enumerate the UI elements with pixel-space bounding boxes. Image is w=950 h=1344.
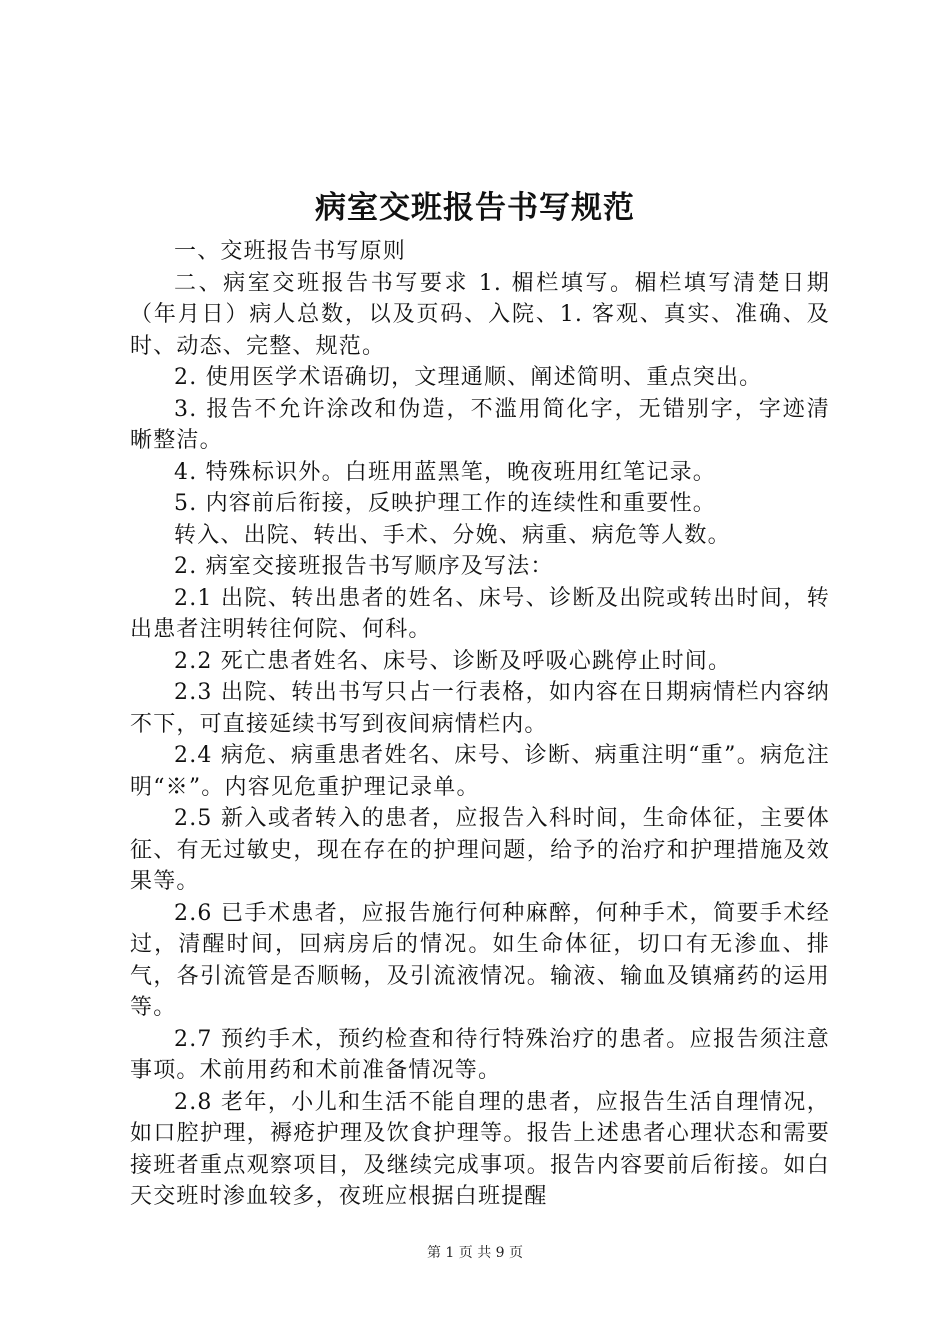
paragraph-2-2: 2.2 死亡患者姓名、床号、诊断及呼吸心跳停止时间。 bbox=[174, 648, 732, 674]
paragraph-2-1: 2.1 出院、转出患者的姓名、床号、诊断及出院或转出时间，转出患者注明转往何院、何科。 bbox=[130, 585, 830, 642]
paragraph-2-7: 2.7 预约手术，预约检查和待行特殊治疗的患者。应报告须注意事项。术前用药和术前准备情况等。 bbox=[130, 1026, 830, 1083]
paragraph-requirements: 二、病室交班报告书写要求 1. 楣栏填写。楣栏填写清楚日期（年月日）病人总数，以及页码、入院、1. 客观、真实、准确、及时、动态、完整、规范。 bbox=[130, 270, 830, 359]
document-body bbox=[130, 236, 830, 1213]
paragraph-counts: 转入、出院、转出、手术、分娩、病重、病危等人数。 bbox=[174, 522, 731, 548]
paragraph-2-6: 2.6 已手术患者，应报告施行何种麻醉，何种手术，简要手术经过，清醒时间，回病房后的情况。如生命体征，切口有无渗血、排气，各引流管是否顺畅，及引流液情况。输液、输血及镇痛药的运用等。 bbox=[130, 900, 830, 1020]
page-number-footer: 第 1 页 共 9 页 bbox=[426, 1245, 524, 1261]
paragraph-no-alteration: 3. 报告不允许涂改和伪造，不滥用简化字，无错别字，字迹清晰整洁。 bbox=[130, 396, 830, 453]
paragraph-continuity: 5. 内容前后衔接，反映护理工作的连续性和重要性。 bbox=[174, 491, 716, 516]
paragraph-terminology: 2. 使用医学术语确切，文理通顺、阐述简明、重点突出。 bbox=[174, 365, 763, 390]
paragraph-2-3: 2.3 出院、转出书写只占一行表格，如内容在日期病情栏内容纳不下，可直接延续书写到夜间病情栏内。 bbox=[130, 680, 830, 737]
paragraph-order-heading: 2. 病室交接班报告书写顺序及写法： bbox=[174, 554, 554, 579]
paragraph-2-4: 2.4 病危、病重患者姓名、床号、诊断、病重注明“重”。病危注明“※”。内容见危重护理记录单。 bbox=[130, 743, 830, 800]
paragraph-pen-colors: 4. 特殊标识外。白班用蓝黑笔，晚夜班用红笔记录。 bbox=[174, 459, 716, 485]
document-title: 病室交班报告书写规范 bbox=[315, 190, 635, 226]
paragraph-2-5: 2.5 新入或者转入的患者，应报告入科时间，生命体征，主要体征、有无过敏史，现在存在的护理问题，给予的治疗和护理措施及效果等。 bbox=[130, 806, 830, 894]
paragraph-principles: 一、交班报告书写原则 bbox=[174, 239, 407, 264]
paragraph-2-8: 2.8 老年，小儿和生活不能自理的患者，应报告生活自理情况，如口腔护理，褥疮护理及饮食护理等。报告上述患者心理状态和需要接班者重点观察项目，及继续完成事项。报告内容要前后衔接。如白天交班时渗血较多，夜班应根据白班提醒 bbox=[130, 1089, 830, 1209]
